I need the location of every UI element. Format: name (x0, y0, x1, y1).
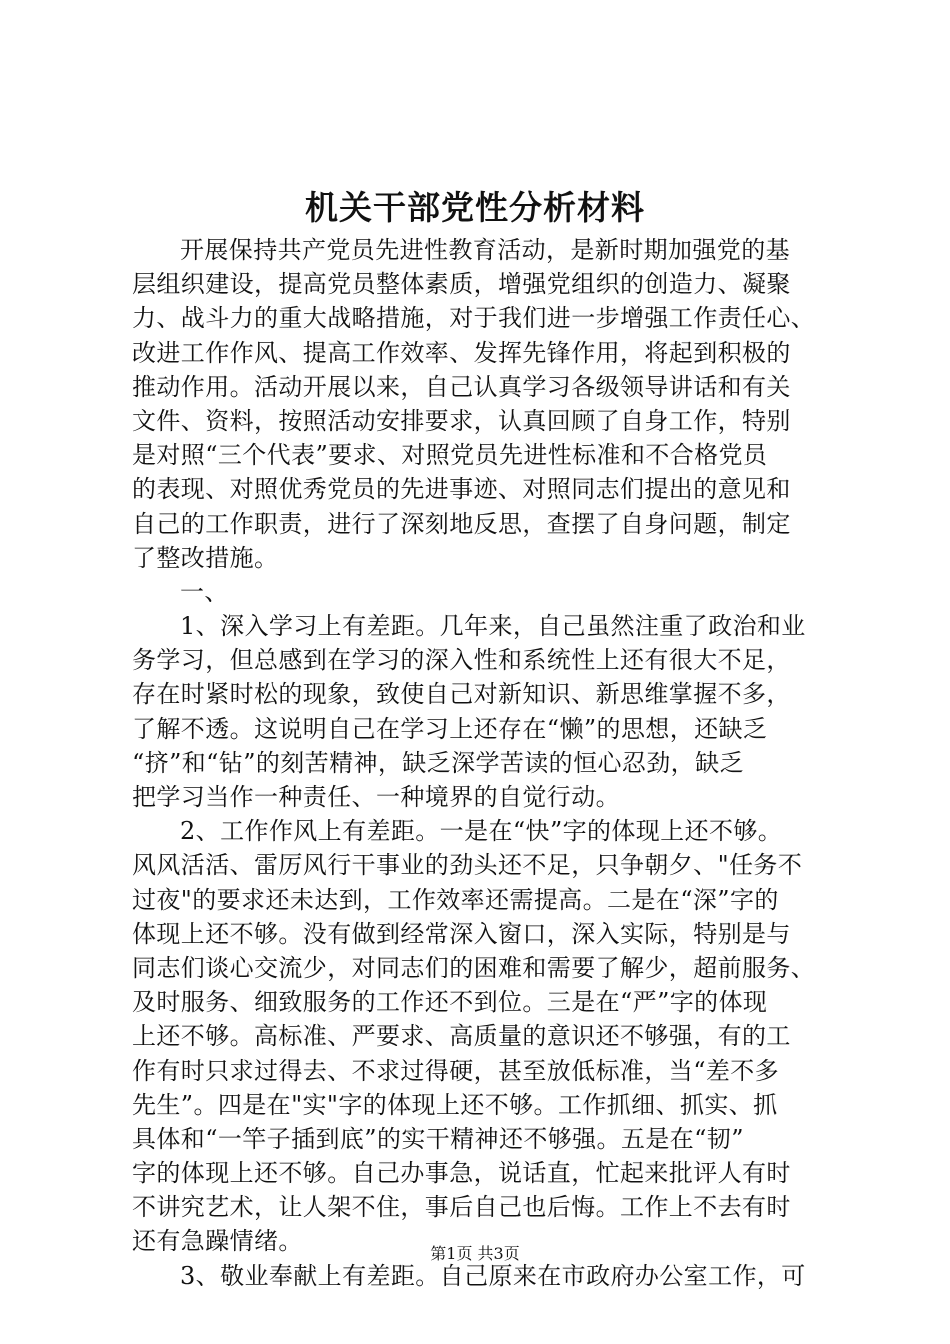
text-line: 字的体现上还不够。自己办事急，说话直，忙起来批评人有时 (132, 1159, 791, 1188)
text-line: 把学习当作一种责任、一种境界的自觉行动。 (132, 783, 620, 811)
text-line: 上还不够。高标准、严要求、高质量的意识还不够强，有的工 (132, 1022, 791, 1051)
text-line: 先生”。四是在"实"字的体现上还不够。工作抓细、抓实、抓 (132, 1090, 778, 1119)
text-line: 力、战斗力的重大战略措施，对于我们进一步增强工作责任心、 (132, 304, 816, 333)
text-line: 具体和“一竿子插到底”的实干精神还不够强。五是在“韧” (132, 1124, 744, 1153)
text-line: 务学习，但总感到在学习的深入性和系统性上还有很大不足， (132, 646, 791, 675)
text-line: 还有急躁情绪。 (132, 1227, 303, 1256)
text-line: 1、深入学习上有差距。几年来，自己虽然注重了政治和业 (180, 612, 806, 641)
text-line: 层组织建设，提高党员整体素质，增强党组织的创造力、凝聚 (132, 270, 791, 299)
text-line: 自己的工作职责，进行了深刻地反思，查摆了自身问题，制定 (132, 509, 791, 538)
section-heading: 一、 (180, 577, 229, 606)
text-line: 及时服务、细致服务的工作还不到位。三是在“严”字的体现 (132, 988, 768, 1017)
text-line: 3、敬业奉献上有差距。自己原来在市政府办公室工作，可 (180, 1261, 806, 1290)
text-line: 作有时只求过得去、不求过得硬，甚至放低标准，当“差不多 (132, 1056, 780, 1085)
text-line: 了整改措施。 (132, 543, 279, 572)
text-line: 改进工作作风、提高工作效率、发挥先锋作用，将起到积极的 (132, 338, 791, 367)
text-line: 过夜"的要求还未达到，工作效率还需提高。二是在“深”字的 (132, 885, 779, 914)
text-line: 是对照“三个代表”要求、对照党员先进性标准和不合格党员 (132, 441, 768, 470)
page-footer: 第1页 共3页 (430, 1244, 520, 1263)
text-line: “挤”和“钻”的刻苦精神，缺乏深学苦读的恒心忍劲，缺乏 (132, 748, 744, 777)
text-line: 2、工作作风上有差距。一是在“快”字的体现上还不够。 (180, 817, 783, 846)
text-line: 推动作用。活动开展以来，自己认真学习各级领导讲话和有关 (132, 372, 791, 401)
text-line: 的表现、对照优秀党员的先进事迹、对照同志们提出的意见和 (132, 475, 791, 504)
text-line: 不讲究艺术，让人架不住，事后自己也后悔。工作上不去有时 (132, 1193, 791, 1222)
text-line: 体现上还不够。没有做到经常深入窗口，深入实际，特别是与 (132, 919, 791, 948)
text-line: 文件、资料，按照活动安排要求，认真回顾了自身工作，特别 (132, 406, 791, 435)
text-line: 同志们谈心交流少，对同志们的困难和需要了解少，超前服务、 (132, 953, 816, 982)
document-title: 机关干部党性分析材料 (305, 188, 645, 227)
text-line: 开展保持共产党员先进性教育活动，是新时期加强党的基 (180, 236, 790, 264)
text-line: 风风活活、雷厉风行干事业的劲头还不足，只争朝夕、"任务不 (132, 851, 803, 880)
text-line: 存在时紧时松的现象，致使自己对新知识、新思维掌握不多， (132, 680, 791, 709)
document-body (132, 233, 832, 1293)
text-line: 了解不透。这说明自己在学习上还存在“懒”的思想，还缺乏 (132, 714, 768, 743)
